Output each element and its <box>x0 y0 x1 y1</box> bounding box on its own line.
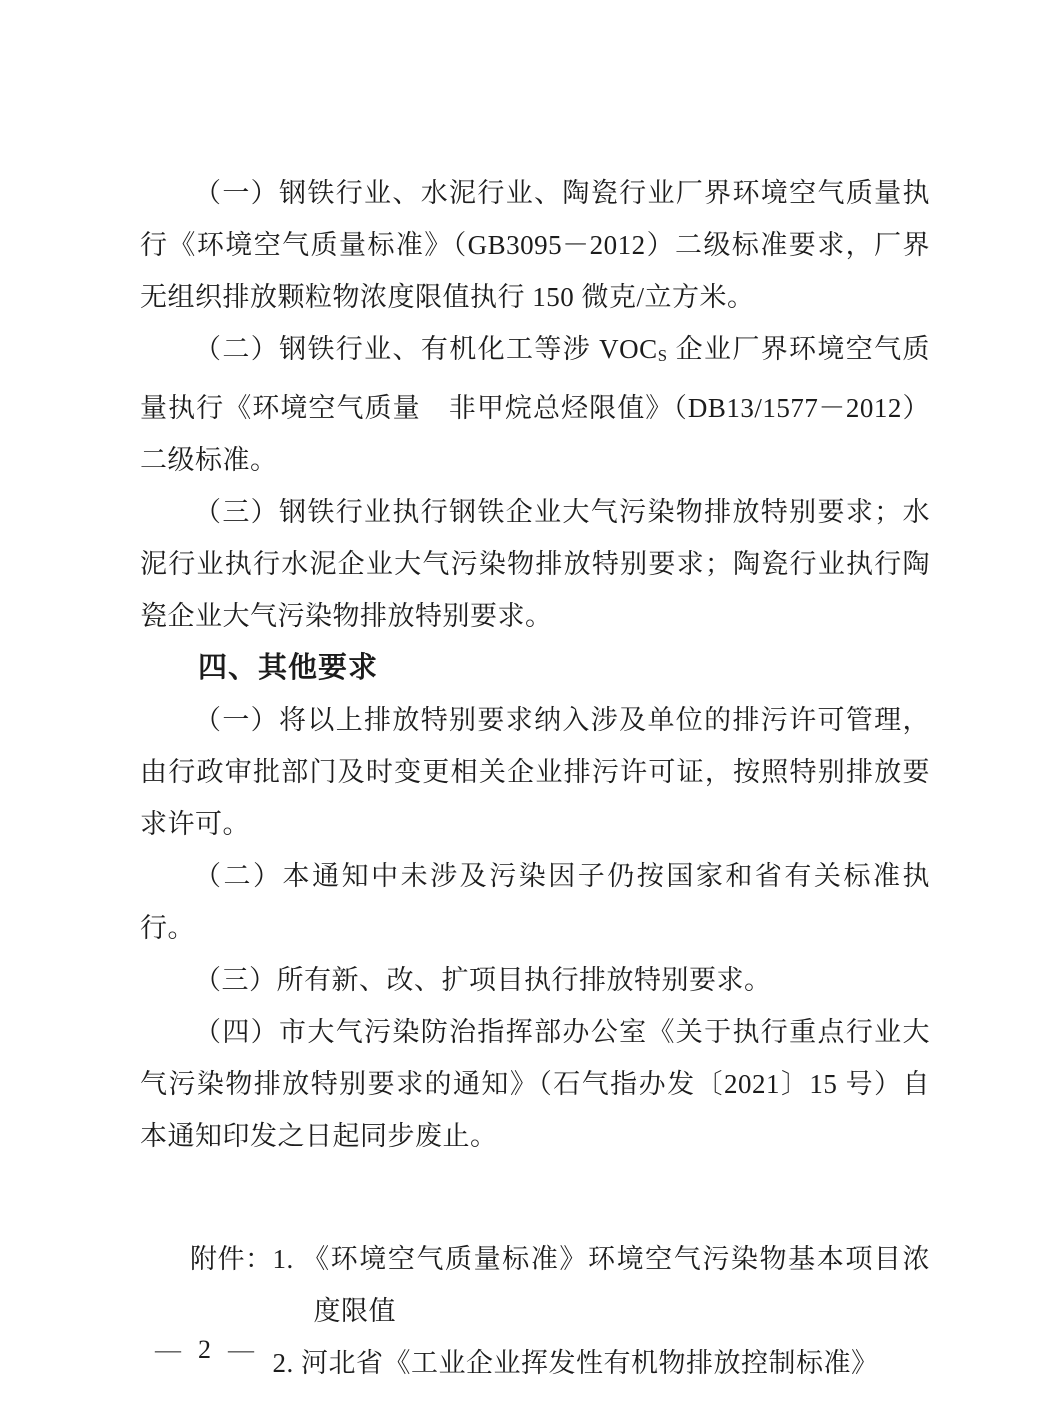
paragraph-section4-item2: （二）本通知中未涉及污染因子仍按国家和省有关标准执行。 <box>140 861 930 943</box>
page-footer <box>155 1332 255 1368</box>
page-number: 2 <box>198 1335 212 1364</box>
attachment-item-2: 2. 河北省《工业企业挥发性有机物排放控制标准》 <box>272 1348 879 1378</box>
voc-paragraph-before: （二）钢铁行业、有机化工等涉 VOC <box>194 334 658 364</box>
voc-paragraph-after: 企业厂界环境空气质量执行《环境空气质量 非甲烷总烃限值》（DB13/1577－2012）二级标准。 <box>140 334 931 475</box>
paragraph-section3-item1: （一）钢铁行业、水泥行业、陶瓷行业厂界环境空气质量执行《环境空气质量标准》（GB3095－2012）二级标准要求，厂界无组织排放颗粒物浓度限值执行 150 微克/立方米。 <box>140 178 930 312</box>
paragraph-section3-item3: （三）钢铁行业执行钢铁企业大气污染物排放特别要求；水泥行业执行水泥企业大气污染物排放特别要求；陶瓷行业执行陶瓷企业大气污染物排放特别要求。 <box>140 497 930 631</box>
footer-dash-right: — <box>228 1335 255 1364</box>
document-body <box>140 167 930 1389</box>
attachments-block <box>190 1233 930 1389</box>
attachments-label: 附件： <box>190 1244 273 1274</box>
footer-dash-left: — <box>155 1335 182 1364</box>
paragraph-section4-item4: （四）市大气污染防治指挥部办公室《关于执行重点行业大气污染物排放特别要求的通知》（石气指办发〔2021〕15 号）自本通知印发之日起同步废止。 <box>140 1017 930 1151</box>
attachments-list <box>273 1233 931 1389</box>
paragraph-section4-item1: （一）将以上排放特别要求纳入涉及单位的排污许可管理，由行政审批部门及时变更相关企业排污许可证，按照特别排放要求许可。 <box>140 705 930 839</box>
voc-subscript: S <box>657 346 668 365</box>
paragraph-section3-item2-voc <box>140 323 930 486</box>
section-heading-other-requirements: 四、其他要求 <box>198 652 379 684</box>
paragraph-section4-item3: （三）所有新、改、扩项目执行排放特别要求。 <box>194 965 772 995</box>
attachment-item-1: 1. 《环境空气质量标准》环境空气污染物基本项目浓度限值 <box>272 1244 930 1326</box>
